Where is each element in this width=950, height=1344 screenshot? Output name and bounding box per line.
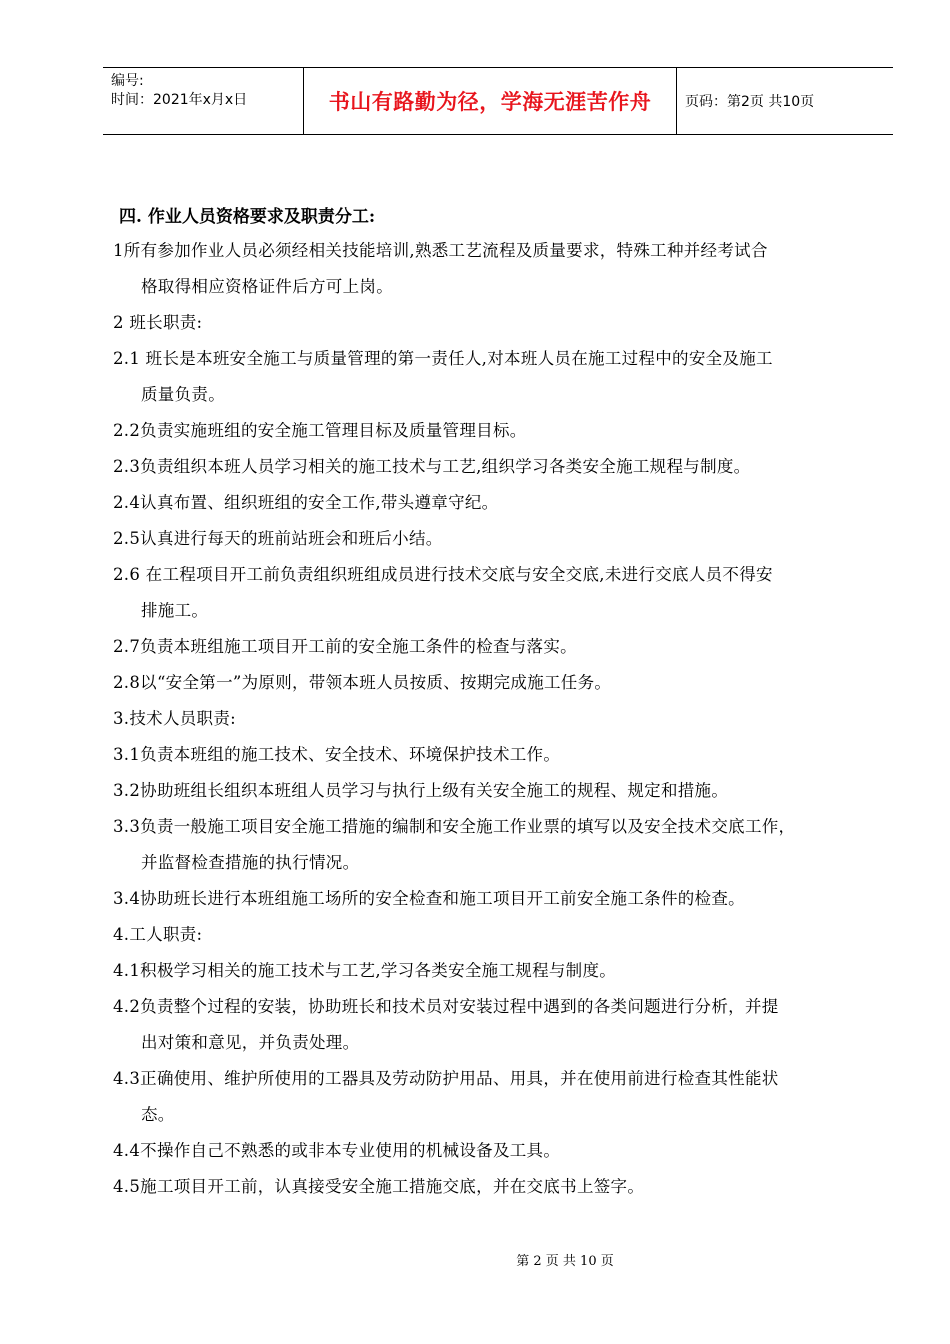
paragraph-continuation: 态。 bbox=[141, 1105, 175, 1124]
paragraph bbox=[113, 1061, 893, 1133]
paragraph bbox=[113, 557, 893, 629]
paragraph bbox=[113, 341, 893, 413]
paragraph-first-line: 2.6 在工程项目开工前负责组织班组成员进行技术交底与安全交底,未进行交底人员不得安 bbox=[113, 565, 773, 584]
paragraph-first-line: 2.7负责本班组施工项目开工前的安全施工条件的检查与落实。 bbox=[113, 637, 577, 656]
paragraph-first-line: 4.5施工项目开工前，认真接受安全施工措施交底，并在交底书上签字。 bbox=[113, 1177, 645, 1196]
paragraph-first-line: 3.技术人员职责: bbox=[113, 709, 237, 728]
paragraph-list bbox=[113, 233, 893, 1205]
paragraph-first-line: 2.4认真布置、组织班组的安全工作,带头遵章守纪。 bbox=[113, 493, 499, 512]
time-label: 时间：2021年x月x日 bbox=[111, 92, 248, 108]
paragraph bbox=[113, 449, 893, 485]
paragraph-first-line: 3.3负责一般施工项目安全施工措施的编制和安全施工作业票的填写以及安全技术交底工作， bbox=[113, 817, 796, 836]
paragraph bbox=[113, 917, 893, 953]
paragraph bbox=[113, 881, 893, 917]
paragraph-first-line: 2.5认真进行每天的班前站班会和班后小结。 bbox=[113, 529, 443, 548]
paragraph bbox=[113, 773, 893, 809]
number-label: 编号: bbox=[111, 73, 144, 89]
paragraph bbox=[113, 809, 893, 881]
paragraph bbox=[113, 737, 893, 773]
section-heading: 四. 作业人员资格要求及职责分工: bbox=[119, 207, 376, 227]
paragraph-continuation: 格取得相应资格证件后方可上岗。 bbox=[141, 277, 393, 296]
header-page-info: 页码：第2页 共10页 bbox=[685, 94, 815, 110]
document-body bbox=[113, 203, 893, 1205]
paragraph-first-line: 4.4不操作自己不熟悉的或非本专业使用的机械设备及工具。 bbox=[113, 1141, 561, 1160]
paragraph bbox=[113, 665, 893, 701]
paragraph-continuation: 出对策和意见，并负责处理。 bbox=[141, 1033, 360, 1052]
paragraph-first-line: 3.1负责本班组的施工技术、安全技术、环境保护技术工作。 bbox=[113, 745, 561, 764]
footer-page-number: 第 2 页 共 10 页 bbox=[516, 1254, 614, 1269]
paragraph-first-line: 4.工人职责: bbox=[113, 925, 203, 944]
page-footer bbox=[0, 1250, 950, 1269]
paragraph-first-line: 2.3负责组织本班人员学习相关的施工技术与工艺,组织学习各类安全施工规程与制度。 bbox=[113, 457, 751, 476]
paragraph-first-line: 4.3正确使用、维护所使用的工器具及劳动防护用品、用具，并在使用前进行检查其性能状 bbox=[113, 1069, 779, 1088]
paragraph bbox=[113, 485, 893, 521]
paragraph-first-line: 2.8以“安全第一”为原则，带领本班人员按质、按期完成施工任务。 bbox=[113, 673, 612, 692]
paragraph-first-line: 3.4协助班长进行本班组施工场所的安全检查和施工项目开工前安全施工条件的检查。 bbox=[113, 889, 745, 908]
paragraph bbox=[113, 629, 893, 665]
paragraph bbox=[113, 1133, 893, 1169]
paragraph bbox=[113, 989, 893, 1061]
paragraph bbox=[113, 521, 893, 557]
paragraph bbox=[113, 953, 893, 989]
paragraph-first-line: 2 班长职责: bbox=[113, 313, 203, 332]
paragraph-first-line: 4.1积极学习相关的施工技术与工艺,学习各类安全施工规程与制度。 bbox=[113, 961, 617, 980]
paragraph-continuation: 排施工。 bbox=[141, 601, 209, 620]
paragraph bbox=[113, 305, 893, 341]
paragraph-first-line: 1所有参加作业人员必须经相关技能培训,熟悉工艺流程及质量要求，特殊工种并经考试合 bbox=[113, 241, 768, 260]
paragraph-first-line: 2.2负责实施班组的安全施工管理目标及质量管理目标。 bbox=[113, 421, 527, 440]
paragraph bbox=[113, 233, 893, 305]
header-meta bbox=[103, 68, 303, 134]
paragraph-first-line: 3.2协助班组长组织本班组人员学习与执行上级有关安全施工的规程、规定和措施。 bbox=[113, 781, 729, 800]
header-motto: 书山有路勤为径，学海无涯苦作舟 bbox=[303, 68, 677, 134]
page-header bbox=[103, 67, 893, 135]
paragraph-first-line: 4.2负责整个过程的安装，协助班长和技术员对安装过程中遇到的各类问题进行分析，并提 bbox=[113, 997, 779, 1016]
paragraph bbox=[113, 1169, 893, 1205]
paragraph-first-line: 2.1 班长是本班安全施工与质量管理的第一责任人,对本班人员在施工过程中的安全及施工 bbox=[113, 349, 773, 368]
paragraph bbox=[113, 701, 893, 737]
paragraph-continuation: 并监督检查措施的执行情况。 bbox=[141, 853, 360, 872]
paragraph-continuation: 质量负责。 bbox=[141, 385, 225, 404]
paragraph bbox=[113, 413, 893, 449]
